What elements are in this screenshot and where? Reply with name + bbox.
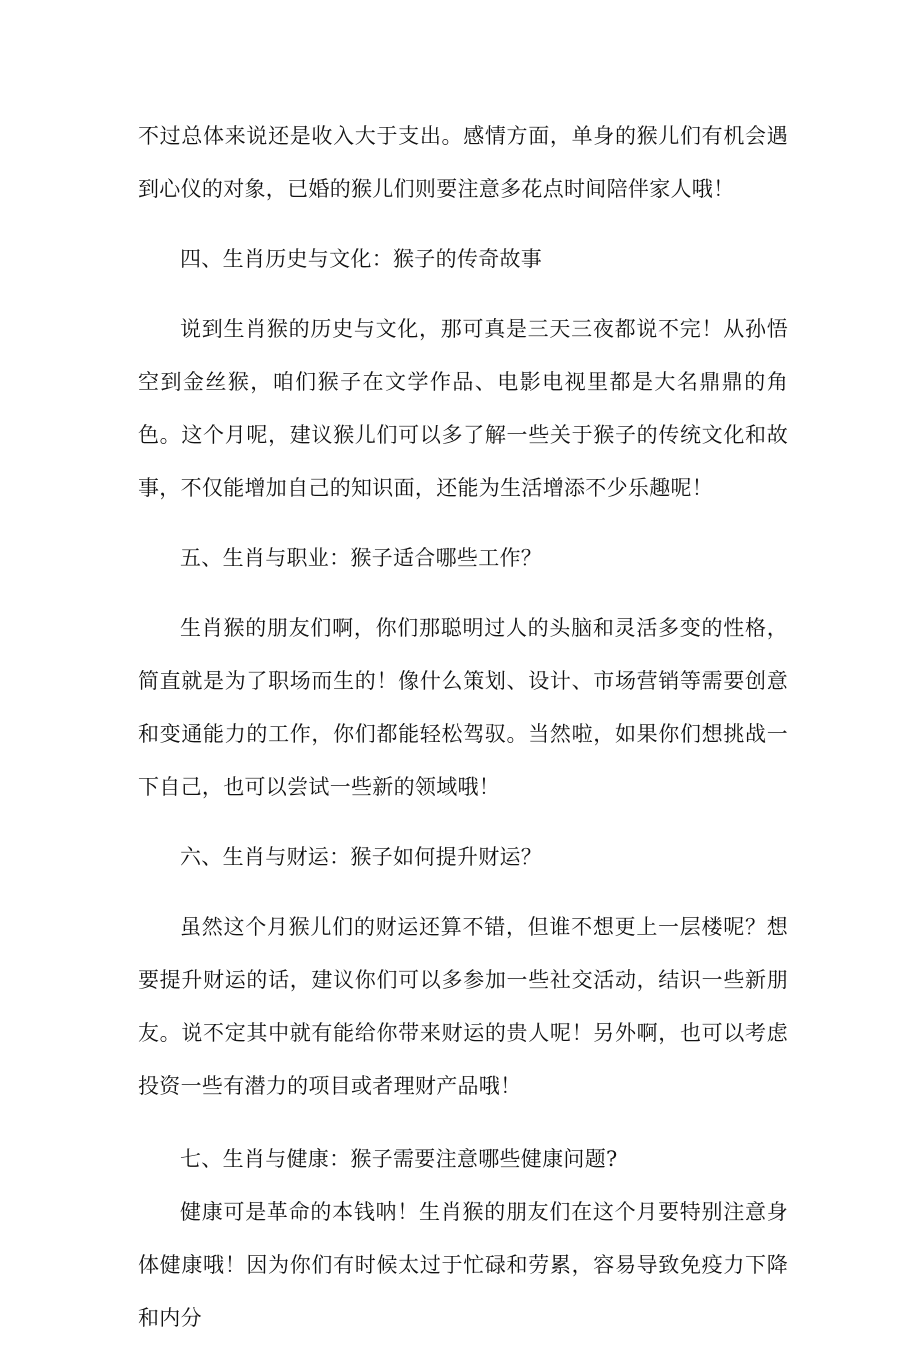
section-heading-history: 四、生肖历史与文化：猴子的传奇故事 xyxy=(180,247,543,271)
section-heading-health: 七、生肖与健康：猴子需要注意哪些健康问题? xyxy=(180,1147,618,1171)
paragraph-health: 健康可是革命的本钱呐！生肖猴的朋友们在这个月要特别注意身体健康哦！因为你们有时候太过于忙碌和劳累，容易导致免疫力下降和内分 xyxy=(138,1200,788,1330)
paragraph-income-love: 不过总体来说还是收入大于支出。感情方面，单身的猴儿们有机会遇到心仪的对象，已婚的猴儿们则要注意多花点时间陪伴家人哦！ xyxy=(138,124,788,201)
paragraph-history: 说到生肖猴的历史与文化，那可真是三天三夜都说不完！从孙悟空到金丝猴，咱们猴子在文学作品、电影电视里都是大名鼎鼎的角色。这个月呢，建议猴儿们可以多了解一些关于猴子的传统文化和故事，不仅能增加自己的知识面，还能为生活增添不少乐趣呢！ xyxy=(138,317,788,500)
paragraph-career: 生肖猴的朋友们啊，你们那聪明过人的头脑和灵活多变的性格，简直就是为了职场而生的！像什么策划、设计、市场营销等需要创意和变通能力的工作，你们都能轻松驾驭。当然啦，如果你们想挑战一下自己，也可以尝试一些新的领域哦！ xyxy=(138,616,788,799)
document-body xyxy=(138,110,788,1345)
section-heading-career: 五、生肖与职业：猴子适合哪些工作？ xyxy=(180,546,543,570)
section-heading-wealth: 六、生肖与财运：猴子如何提升财运？ xyxy=(180,845,543,869)
paragraph-wealth: 虽然这个月猴儿们的财运还算不错，但谁不想更上一层楼呢？想要提升财运的话，建议你们可以多参加一些社交活动，结识一些新朋友。说不定其中就有能给你带来财运的贵人呢！另外啊，也可以考虑投资一些有潜力的项目或者理财产品哦！ xyxy=(138,915,788,1098)
